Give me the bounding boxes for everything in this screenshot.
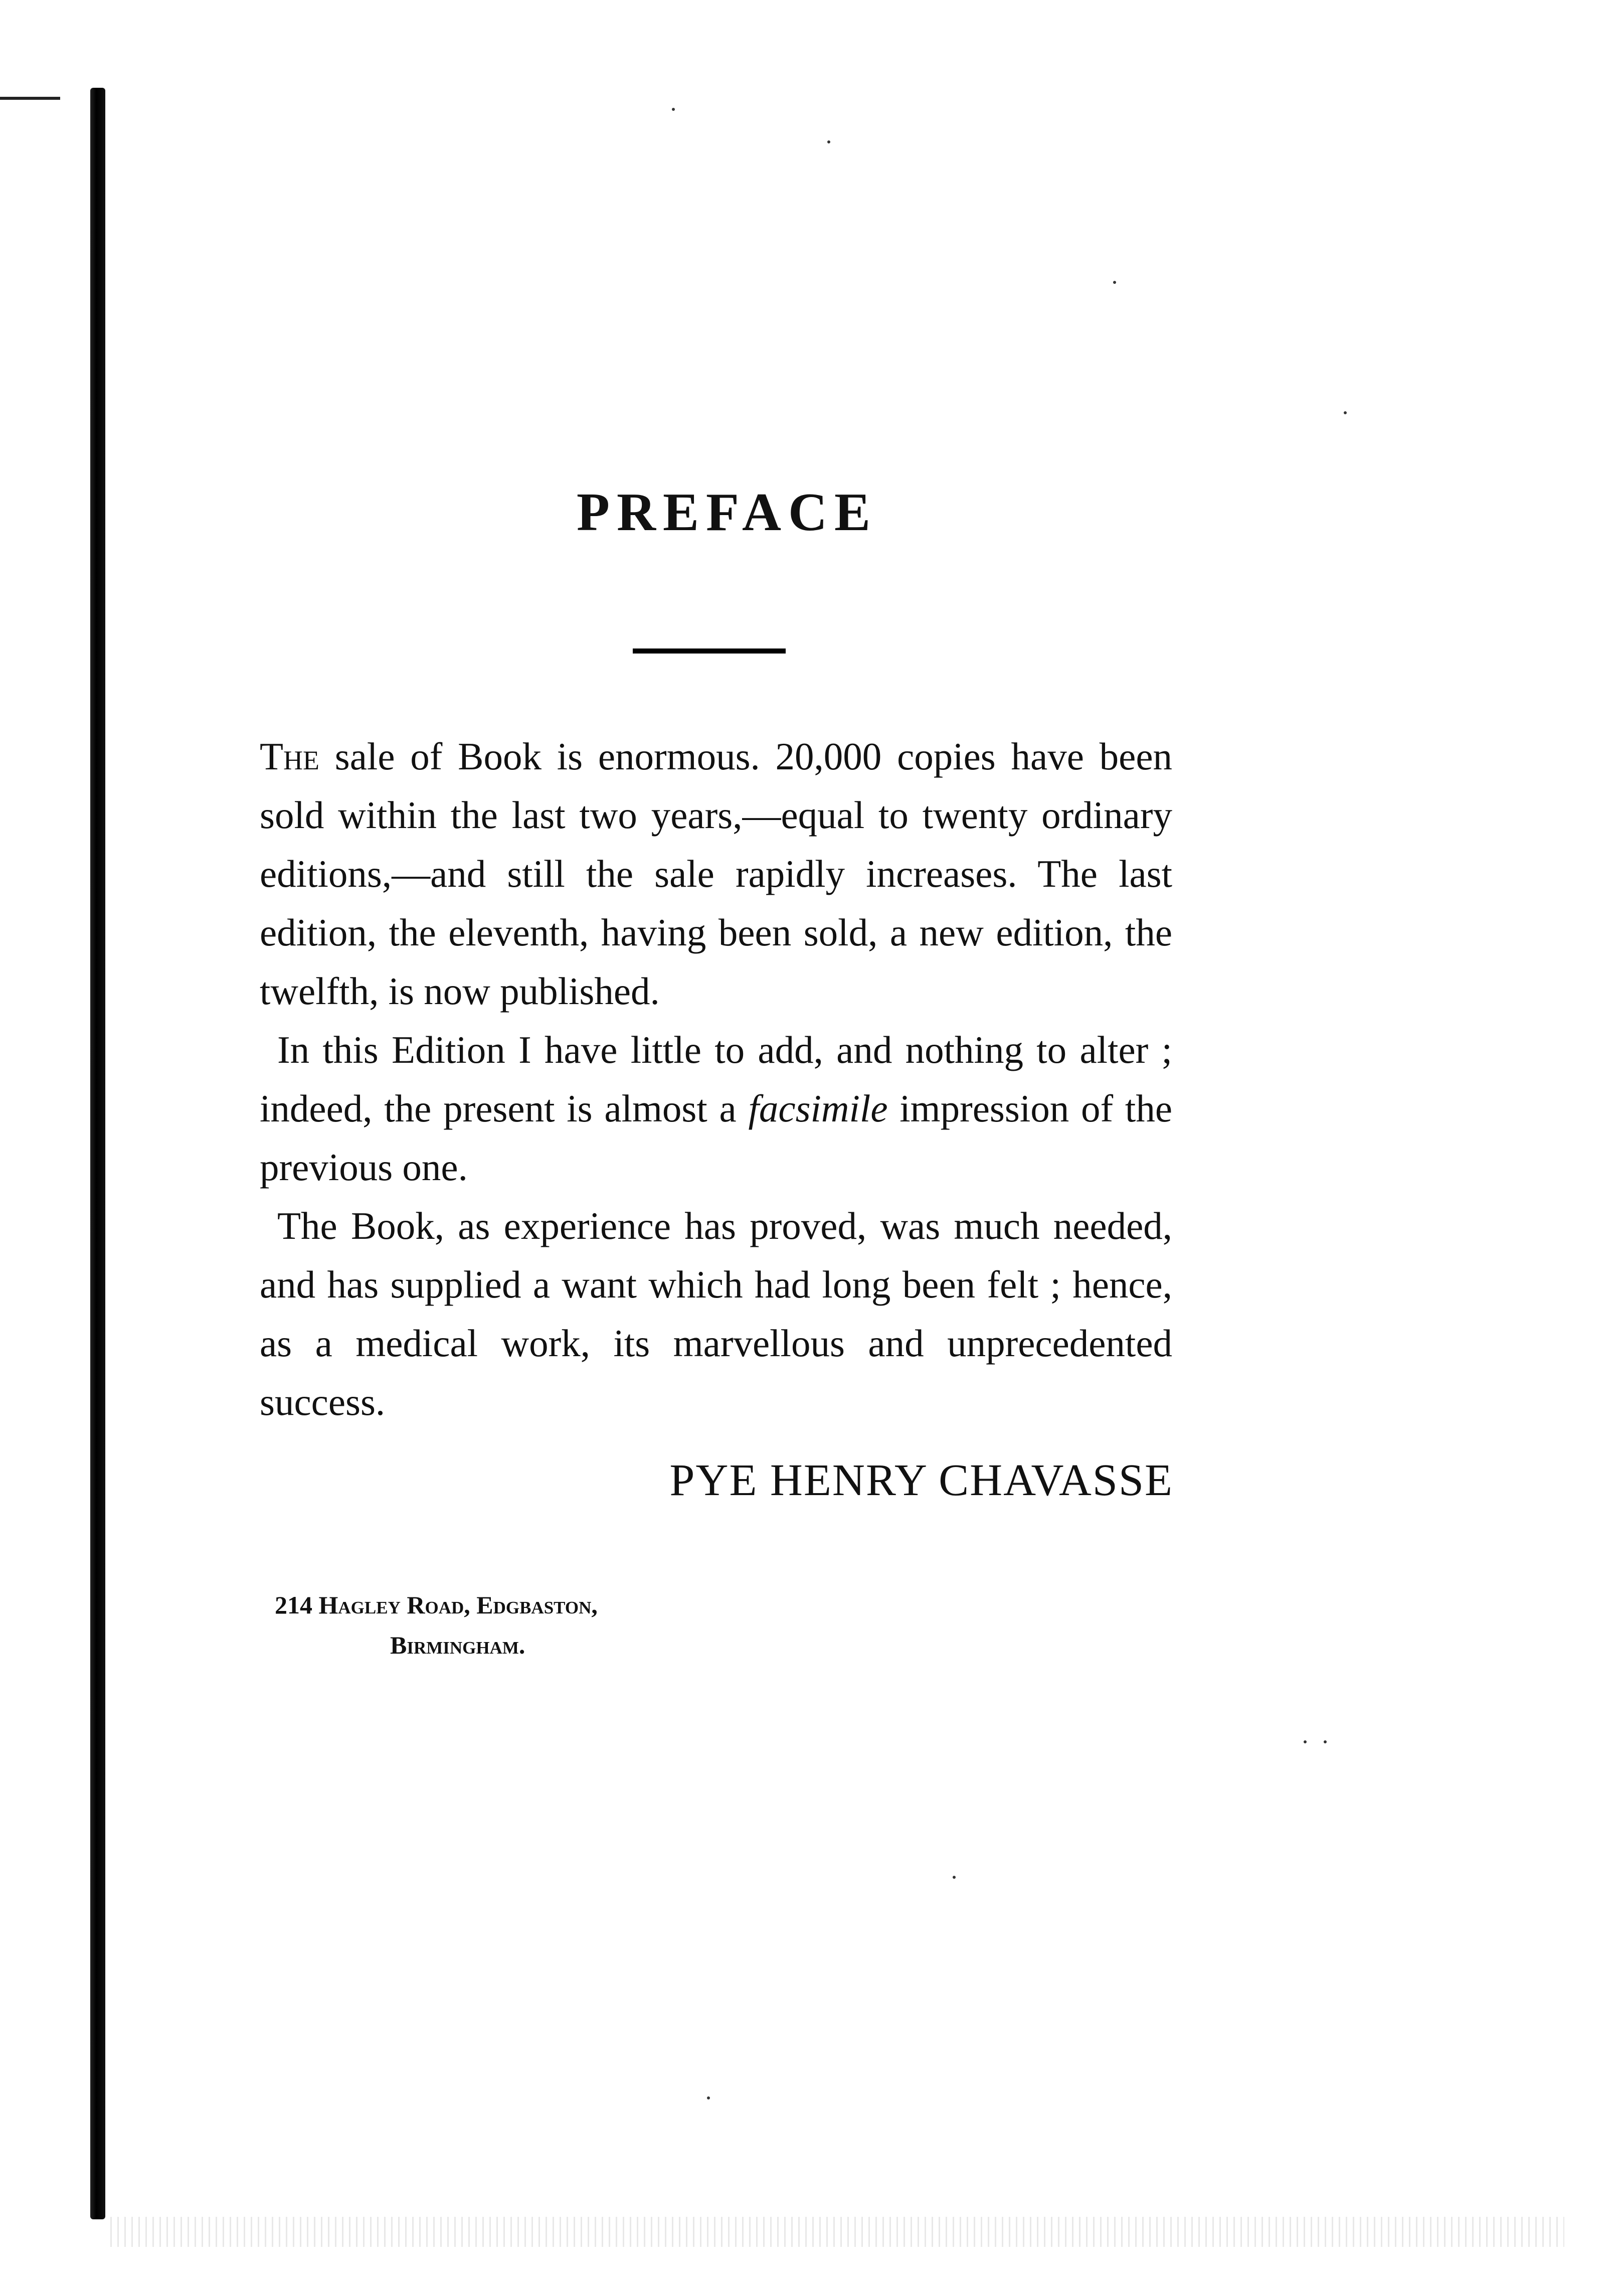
paragraph-3 [260,1197,1172,1431]
paragraph-2 [260,1021,1172,1197]
scan-speck [1324,1740,1327,1743]
address-line-2: Birmingham. [390,1631,525,1659]
scan-speck [672,108,675,111]
paragraph-1-lead: The [260,735,320,778]
author-signature: PYE HENRY CHAVASSE [669,1455,1173,1505]
paragraph-1-text: sale of Book is enormous. 20,000 copies have been sold within the last two years,—equal to twenty ordinary editions,—and still the sale rapidly increases. The last edition, the eleventh, having been sold, a new edition, the twelfth, is now published. [260,735,1172,1013]
scan-speck [707,2096,710,2099]
address-line-1: 214 Hagley Road, Edgbaston, [275,1591,598,1619]
author-address [275,1585,876,1665]
binding-mark [0,97,60,100]
scan-speck [1344,411,1347,414]
paragraph-2-after: impression of the previous one. [260,1087,1172,1189]
paragraph-2-italic: facsimile [748,1087,888,1130]
scan-speck [953,1876,956,1879]
scan-speck [827,140,830,143]
paragraph-1 [260,727,1172,1021]
paragraph-2-before: In this Edition I have little to add, and nothing to alter ; indeed, the present is almost a [260,1028,1172,1130]
scan-speck [1304,1740,1307,1743]
page-title: PREFACE [577,482,877,542]
scan-noise [110,2217,1564,2247]
scan-speck [1113,281,1116,284]
paragraph-3-text: The Book, as experience has proved, was much needed, and has supplied a want which had long been felt ; hence, as a medical work, its marvellous and unprecedented success. [260,1204,1172,1423]
preface-body [260,727,1172,1431]
binding-edge-shadow [90,88,105,2219]
title-rule [633,648,786,654]
